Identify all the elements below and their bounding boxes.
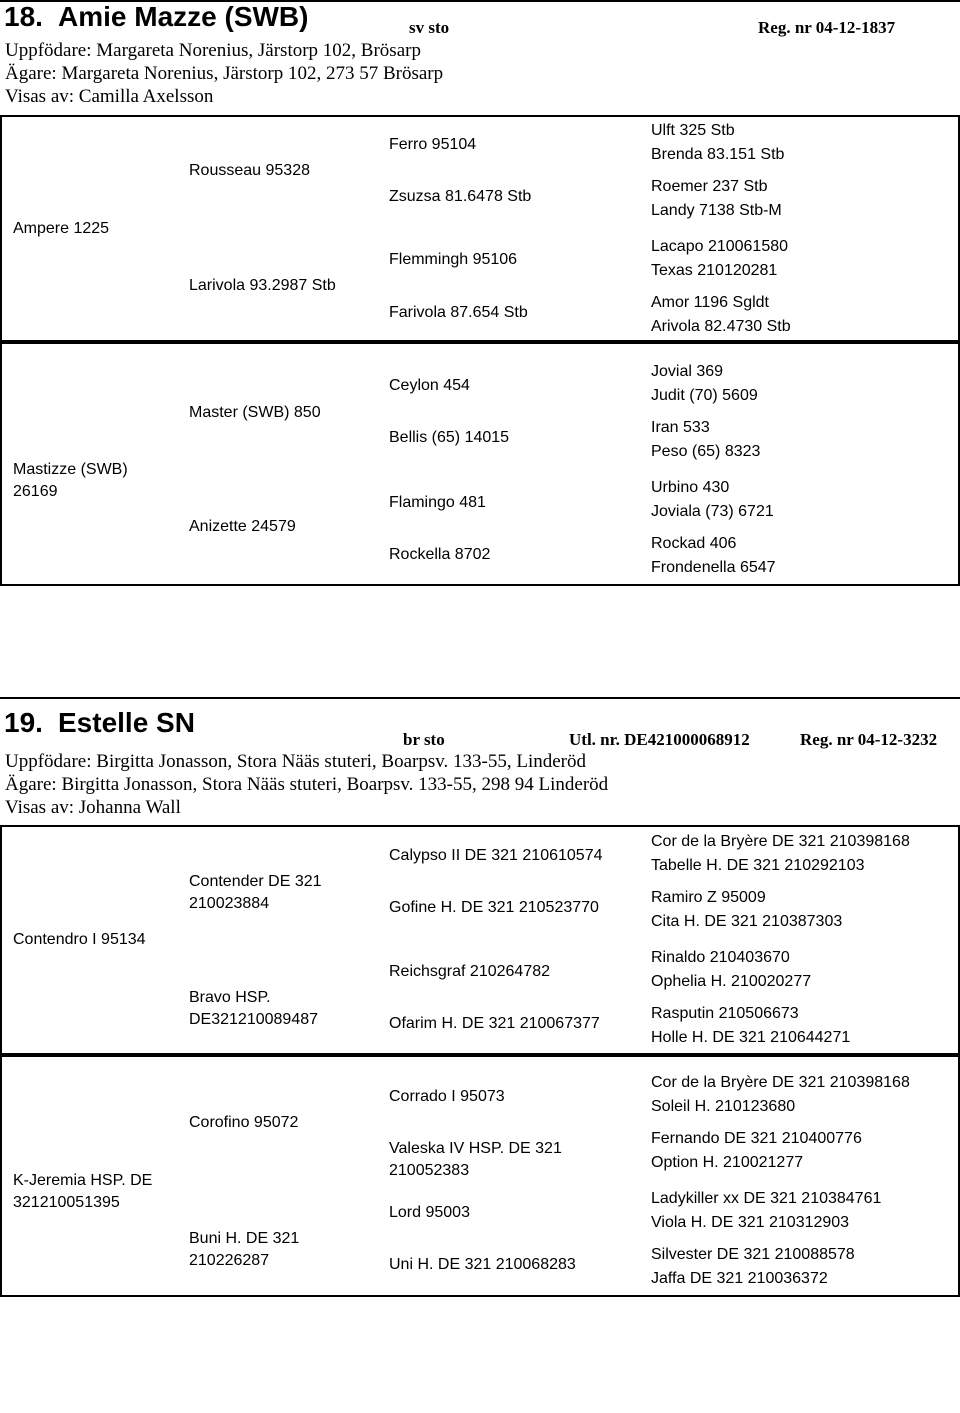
granddam: Larivola 93.2987 Stb [189,277,336,294]
g4-2a: Roemer 237 Stb [651,178,768,195]
g4-4b: Arivola 82.4730 Stb [651,318,791,335]
g4-1b: Brenda 83.151 Stb [651,146,785,163]
g4-4a: Amor 1196 Sgldt [651,294,769,311]
g4-2a: Iran 533 [651,419,710,436]
g4-1b: Judit (70) 5609 [651,387,758,404]
dam-name: K-Jeremia HSP. DE 321210051395 [13,1172,153,1211]
g4-1b: Soleil H. 210123680 [651,1098,796,1115]
g4-4a: Silvester DE 321 210088578 [651,1246,855,1263]
ggp-ds: Flemmingh 95106 [389,251,518,268]
ggp-sd: Zsuzsa 81.6478 Stb [389,188,532,205]
horse-sex: sv sto [409,18,450,37]
ggp-ss: Calypso II DE 321 210610574 [389,847,603,864]
ggp-sd: Gofine H. DE 321 210523770 [389,899,599,916]
sire-name: Ampere 1225 [13,220,110,237]
pedigree-dam-box [0,1053,960,1297]
ggp-ss: Ceylon 454 [389,377,470,394]
g4-1a: Jovial 369 [651,363,724,380]
owner-line: Ägare: Margareta Norenius, Järstorp 102, 273 57 Brösarp [5,63,444,84]
horse-sex: br sto [403,730,445,749]
g4-1a: Cor de la Bryère DE 321 210398168 [651,833,910,850]
entry-number: 19. [4,707,43,738]
g4-3a: Ladykiller xx DE 321 210384761 [651,1190,882,1207]
pedigree-dam-box [0,340,960,586]
breeder-line: Uppfödare: Margareta Norenius, Järstorp 102, Brösarp [5,40,421,61]
grandsire: Contender DE 321 210023884 [189,873,322,912]
ggp-sd: Valeska IV HSP. DE 321 210052383 [389,1140,562,1179]
grandsire: Master (SWB) 850 [189,404,321,421]
g4-4a: Rasputin 210506673 [651,1005,799,1022]
sire-name: Contendro I 95134 [13,931,146,948]
reg-number: Reg. nr 04-12-1837 [758,18,896,37]
entry-rule [0,697,960,699]
ggp-dd: Uni H. DE 321 210068283 [389,1256,576,1273]
grandsire: Rousseau 95328 [189,162,310,179]
g4-3b: Viola H. DE 321 210312903 [651,1214,850,1231]
dam-name: Mastizze (SWB) 26169 [13,461,128,500]
g4-3a: Lacapo 210061580 [651,238,789,255]
g4-2b: Option H. 210021277 [651,1154,804,1171]
ggp-ss: Corrado I 95073 [389,1088,505,1105]
g4-2b: Landy 7138 Stb-M [651,202,782,219]
g4-4b: Jaffa DE 321 210036372 [651,1270,828,1287]
granddam: Anizette 24579 [189,518,296,535]
g4-3b: Joviala (73) 6721 [651,503,774,520]
g4-4b: Frondenella 6547 [651,559,776,576]
g4-3b: Ophelia H. 210020277 [651,973,812,990]
ggp-ss: Ferro 95104 [389,136,477,153]
utl-number: Utl. nr. DE421000068912 [569,730,750,749]
g4-4b: Holle H. DE 321 210644271 [651,1029,851,1046]
ggp-ds: Lord 95003 [389,1204,470,1221]
ggp-ds: Reichsgraf 210264782 [389,963,551,980]
g4-3b: Texas 210120281 [651,262,778,279]
reg-number: Reg. nr 04-12-3232 [800,730,938,749]
ggp-dd: Ofarim H. DE 321 210067377 [389,1015,600,1032]
ggp-dd: Rockella 8702 [389,546,491,563]
owner-line: Ägare: Birgitta Jonasson, Stora Nääs stuteri, Boarpsv. 133-55, 298 94 Linderöd [5,774,609,795]
g4-1a: Ulft 325 Stb [651,122,735,139]
ggp-sd: Bellis (65) 14015 [389,429,510,446]
granddam: Bravo HSP. DE321210089487 [189,989,319,1028]
g4-2a: Fernando DE 321 210400776 [651,1130,862,1147]
g4-3a: Urbino 430 [651,479,730,496]
g4-3a: Rinaldo 210403670 [651,949,790,966]
g4-2b: Peso (65) 8323 [651,443,761,460]
horse-name: Amie Mazze (SWB) [58,1,309,32]
shown-by-line: Visas av: Johanna Wall [5,797,181,818]
ggp-dd: Farivola 87.654 Stb [389,304,528,321]
pedigree-sire-box [0,115,960,344]
breeder-line: Uppfödare: Birgitta Jonasson, Stora Nääs stuteri, Boarpsv. 133-55, Linderöd [5,751,586,772]
pedigree-sire-box [0,825,960,1057]
g4-1b: Tabelle H. DE 321 210292103 [651,857,865,874]
entry-number: 18. [4,1,43,32]
grandsire: Corofino 95072 [189,1114,299,1131]
shown-by-line: Visas av: Camilla Axelsson [5,86,214,107]
g4-1a: Cor de la Bryère DE 321 210398168 [651,1074,910,1091]
g4-2a: Ramiro Z 95009 [651,889,766,906]
g4-4a: Rockad 406 [651,535,737,552]
horse-name: Estelle SN [58,707,195,738]
ggp-ds: Flamingo 481 [389,494,486,511]
granddam: Buni H. DE 321 210226287 [189,1230,300,1269]
g4-2b: Cita H. DE 321 210387303 [651,913,843,930]
